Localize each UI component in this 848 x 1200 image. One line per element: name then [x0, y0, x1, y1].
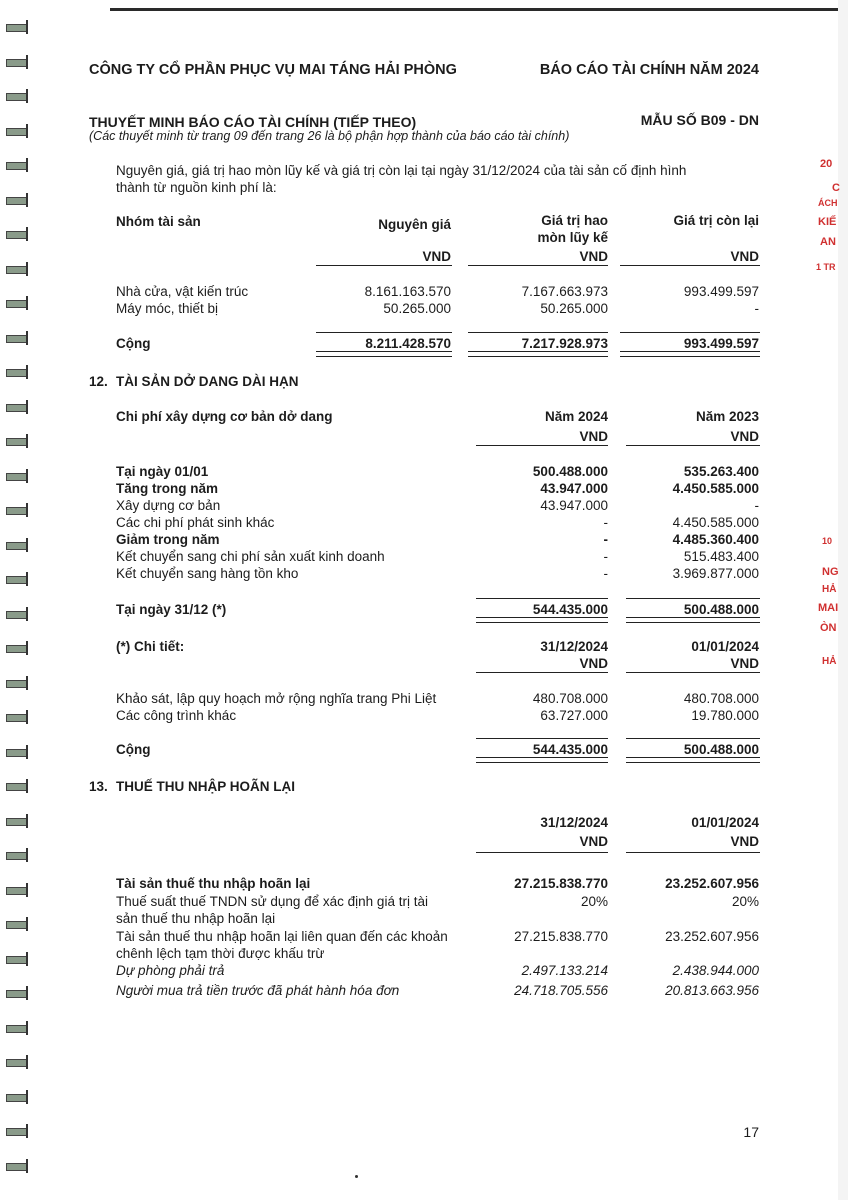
- column-underline: [626, 672, 760, 673]
- s13-row-name: sản thuế thu nhập hoãn lại: [116, 911, 276, 926]
- binding-ring: [6, 469, 28, 483]
- column-underline: [476, 445, 608, 446]
- binding-ring: [6, 538, 28, 552]
- s12-end-label: Tại ngày 31/12 (*): [116, 602, 227, 617]
- stamp-fragment: NG: [822, 566, 839, 578]
- binding-ring: [6, 641, 28, 655]
- s12-row-name: Kết chuyển sang hàng tồn kho: [116, 566, 299, 581]
- total-line: [476, 738, 608, 739]
- assets-row-remaining: -: [754, 301, 759, 316]
- page-subtitle: (Các thuyết minh từ trang 09 đến trang 26 là bộ phận hợp thành của báo cáo tài chính): [89, 129, 570, 143]
- column-underline: [476, 672, 608, 673]
- form-code: MẪU SỐ B09 - DN: [640, 112, 759, 128]
- assets-row-dep: 50.265.000: [540, 301, 608, 316]
- unit-label: VND: [730, 429, 759, 444]
- s13-row-b: 2.438.944.000: [672, 963, 759, 978]
- total-line: [620, 332, 760, 333]
- binding-ring: [6, 434, 28, 448]
- page-number: 17: [743, 1124, 759, 1140]
- assets-col-header-group: Nhóm tài sản: [116, 214, 201, 229]
- s13-row-a: 27.215.838.770: [514, 929, 608, 944]
- assets-row-name: Nhà cửa, vật kiến trúc: [116, 284, 249, 299]
- binding-ring: [6, 607, 28, 621]
- s12-row-2023: 515.483.400: [683, 549, 759, 564]
- s12-row-2024: 43.947.000: [540, 498, 608, 513]
- binding-ring: [6, 331, 28, 345]
- s12-row-name: Giảm trong năm: [116, 532, 220, 547]
- unit-label: VND: [579, 656, 608, 671]
- binding-ring: [6, 227, 28, 241]
- unit-label: VND: [730, 834, 759, 849]
- binding-ring: [6, 1021, 28, 1035]
- s12-row-2023: 4.450.585.000: [672, 515, 759, 530]
- binding-ring: [6, 89, 28, 103]
- s12-row-2024: -: [603, 549, 608, 564]
- s12-detail-col-1: 31/12/2024: [540, 639, 608, 654]
- stamp-fragment: ÁCH: [818, 198, 838, 208]
- assets-row-cost: 50.265.000: [383, 301, 451, 316]
- s12-col-header-2024: Năm 2024: [544, 409, 608, 424]
- column-underline: [626, 852, 760, 853]
- binding-ring: [6, 1159, 28, 1173]
- unit-label: VND: [579, 834, 608, 849]
- section-13-title: THUẾ THU NHẬP HOÃN LẠI: [116, 779, 296, 794]
- assets-row-cost: 8.161.163.570: [364, 284, 451, 299]
- s12-detail-col-2: 01/01/2024: [691, 639, 759, 654]
- double-underline: [468, 351, 608, 357]
- stamp-fragment: KIẾ: [818, 216, 837, 228]
- stamp-fragment: C: [832, 182, 840, 194]
- assets-total-remaining: 993.499.597: [683, 336, 759, 351]
- s12-row-2024: 500.488.000: [532, 464, 608, 479]
- stamp-fragment: HẢ: [822, 656, 837, 667]
- column-underline: [316, 265, 452, 266]
- binding-ring: [6, 400, 28, 414]
- intro-text-line2: thành từ nguồn kinh phí là:: [116, 180, 277, 195]
- column-underline: [468, 265, 608, 266]
- s13-row-a: 24.718.705.556: [514, 983, 608, 998]
- s12-detail-row-b: 480.708.000: [683, 691, 759, 706]
- binding-ring: [6, 1055, 28, 1069]
- column-underline: [620, 265, 760, 266]
- binding-ring: [6, 572, 28, 586]
- report-title: BÁO CÁO TÀI CHÍNH NĂM 2024: [539, 62, 759, 78]
- binding-spine: [0, 20, 40, 1190]
- assets-total-label: Cộng: [116, 336, 151, 351]
- binding-ring: [6, 124, 28, 138]
- unit-label: VND: [579, 429, 608, 444]
- binding-ring: [6, 710, 28, 724]
- s13-row-name: Dự phòng phải trả: [116, 963, 225, 978]
- s13-row-b: 23.252.607.956: [665, 929, 759, 944]
- binding-ring: [6, 1090, 28, 1104]
- stamp-fragment: 20: [820, 158, 833, 170]
- binding-ring: [6, 503, 28, 517]
- binding-ring: [6, 262, 28, 276]
- total-line: [316, 332, 452, 333]
- double-underline: [476, 757, 608, 763]
- assets-row-dep: 7.167.663.973: [521, 284, 608, 299]
- unit-label: VND: [579, 249, 608, 264]
- page-edge: [838, 0, 848, 1200]
- s12-row-2023: 535.263.400: [683, 464, 759, 479]
- s12-row-2023: -: [754, 498, 759, 513]
- unit-label: VND: [730, 656, 759, 671]
- s12-row-name: Kết chuyển sang chi phí sản xuất kinh doanh: [116, 549, 385, 564]
- double-underline: [316, 351, 452, 357]
- section-12-title: TÀI SẢN DỞ DANG DÀI HẠN: [116, 374, 299, 389]
- total-line: [468, 332, 608, 333]
- section-13-number: 13.: [89, 779, 108, 794]
- unit-label: VND: [422, 249, 451, 264]
- scan-speck: [355, 1175, 358, 1178]
- s13-row-name: Thuế suất thuế TNDN sử dụng để xác định giá trị tài: [116, 894, 428, 909]
- s12-row-2024: 43.947.000: [540, 481, 608, 496]
- section-title: THUYẾT MINH BÁO CÁO TÀI CHÍNH (TIẾP THEO): [89, 114, 417, 130]
- binding-ring: [6, 883, 28, 897]
- binding-ring: [6, 296, 28, 310]
- double-underline: [476, 617, 608, 623]
- binding-ring: [6, 158, 28, 172]
- stamp-fragment: AN: [820, 236, 836, 248]
- s13-row-a: 20%: [580, 894, 608, 909]
- stamp-fragment: MAI: [818, 602, 839, 614]
- s12-detail-row-a: 480.708.000: [532, 691, 608, 706]
- s13-row-a: 2.497.133.214: [521, 963, 608, 978]
- binding-ring: [6, 917, 28, 931]
- assets-col-header-cost: Nguyên giá: [378, 217, 451, 232]
- binding-ring: [6, 745, 28, 759]
- s12-row-2023: 3.969.877.000: [672, 566, 759, 581]
- s12-col-header-2023: Năm 2023: [695, 409, 759, 424]
- s13-row-a: 27.215.838.770: [514, 876, 608, 891]
- s12-detail-row-name: Các công trình khác: [116, 708, 237, 723]
- s12-row-2024: -: [603, 532, 608, 547]
- intro-text-line1: Nguyên giá, giá trị hao mòn lũy kế và giá trị còn lại tại ngày 31/12/2024 của tài sản cố định hình: [116, 163, 687, 178]
- assets-col-header-dep-2: mòn lũy kế: [537, 230, 608, 245]
- s13-row-name: Tài sản thuế thu nhập hoãn lại: [116, 876, 311, 891]
- binding-ring: [6, 1124, 28, 1138]
- s12-row-name: Tăng trong năm: [116, 481, 218, 496]
- assets-col-header-remaining: Giá trị còn lại: [673, 213, 759, 228]
- unit-label: VND: [730, 249, 759, 264]
- top-border-line: [110, 8, 848, 11]
- s12-detail-row-name: Khảo sát, lập quy hoạch mở rộng nghĩa trang Phi Liệt: [116, 691, 437, 706]
- s13-row-b: 20%: [731, 894, 759, 909]
- binding-ring: [6, 20, 28, 34]
- s12-detail-total-b: 500.488.000: [683, 742, 759, 757]
- s12-row-name: Tại ngày 01/01: [116, 464, 209, 479]
- s12-row-2024: -: [603, 515, 608, 530]
- binding-ring: [6, 779, 28, 793]
- double-underline: [620, 351, 760, 357]
- column-underline: [476, 852, 608, 853]
- s12-row-2024: -: [603, 566, 608, 581]
- binding-ring: [6, 814, 28, 828]
- s13-row-name: Người mua trả tiền trước đã phát hành hóa đơn: [116, 983, 400, 998]
- double-underline: [626, 617, 760, 623]
- total-line: [476, 598, 608, 599]
- total-line: [626, 738, 760, 739]
- assets-total-cost: 8.211.428.570: [365, 336, 451, 351]
- s12-row-name: Xây dựng cơ bản: [116, 498, 221, 513]
- s13-col-1: 31/12/2024: [540, 815, 608, 830]
- stamp-fragment: 10: [822, 536, 833, 546]
- s13-col-2: 01/01/2024: [691, 815, 759, 830]
- s12-detail-row-a: 63.727.000: [540, 708, 608, 723]
- assets-row-remaining: 993.499.597: [683, 284, 759, 299]
- s12-col-header-item: Chi phí xây dựng cơ bản dở dang: [116, 409, 333, 424]
- s13-row-b: 20.813.663.956: [665, 983, 759, 998]
- s12-row-name: Các chi phí phát sinh khác: [116, 515, 275, 530]
- s13-row-name: Tài sản thuế thu nhập hoãn lại liên quan đến các khoản: [116, 929, 448, 944]
- stamp-fragment: ÒN: [820, 622, 837, 634]
- binding-ring: [6, 193, 28, 207]
- column-underline: [626, 445, 760, 446]
- s12-detail-row-b: 19.780.000: [691, 708, 759, 723]
- double-underline: [626, 757, 760, 763]
- s12-detail-total-label: Cộng: [116, 742, 151, 757]
- s12-detail-total-a: 544.435.000: [532, 742, 608, 757]
- s12-row-2023: 4.485.360.400: [672, 532, 759, 547]
- s13-row-b: 23.252.607.956: [665, 876, 759, 891]
- stamp-fragment: 1 TR: [816, 262, 836, 272]
- binding-ring: [6, 55, 28, 69]
- company-name: CÔNG TY CỔ PHẦN PHỤC VỤ MAI TÁNG HẢI PHÒNG: [89, 62, 457, 78]
- binding-ring: [6, 365, 28, 379]
- assets-total-dep: 7.217.928.973: [521, 336, 608, 351]
- s12-end-2024: 544.435.000: [532, 602, 608, 617]
- binding-ring: [6, 848, 28, 862]
- binding-ring: [6, 952, 28, 966]
- s12-detail-title: (*) Chi tiết:: [116, 639, 185, 654]
- stamp-fragment: HẢ: [822, 584, 837, 595]
- binding-ring: [6, 676, 28, 690]
- s13-row-name: chênh lệch tạm thời được khấu trừ: [116, 946, 325, 961]
- assets-row-name: Máy móc, thiết bị: [116, 301, 219, 316]
- section-12-number: 12.: [89, 374, 108, 389]
- s12-end-2023: 500.488.000: [683, 602, 759, 617]
- binding-ring: [6, 986, 28, 1000]
- assets-col-header-dep-1: Giá trị hao: [541, 213, 608, 228]
- total-line: [626, 598, 760, 599]
- s12-row-2023: 4.450.585.000: [672, 481, 759, 496]
